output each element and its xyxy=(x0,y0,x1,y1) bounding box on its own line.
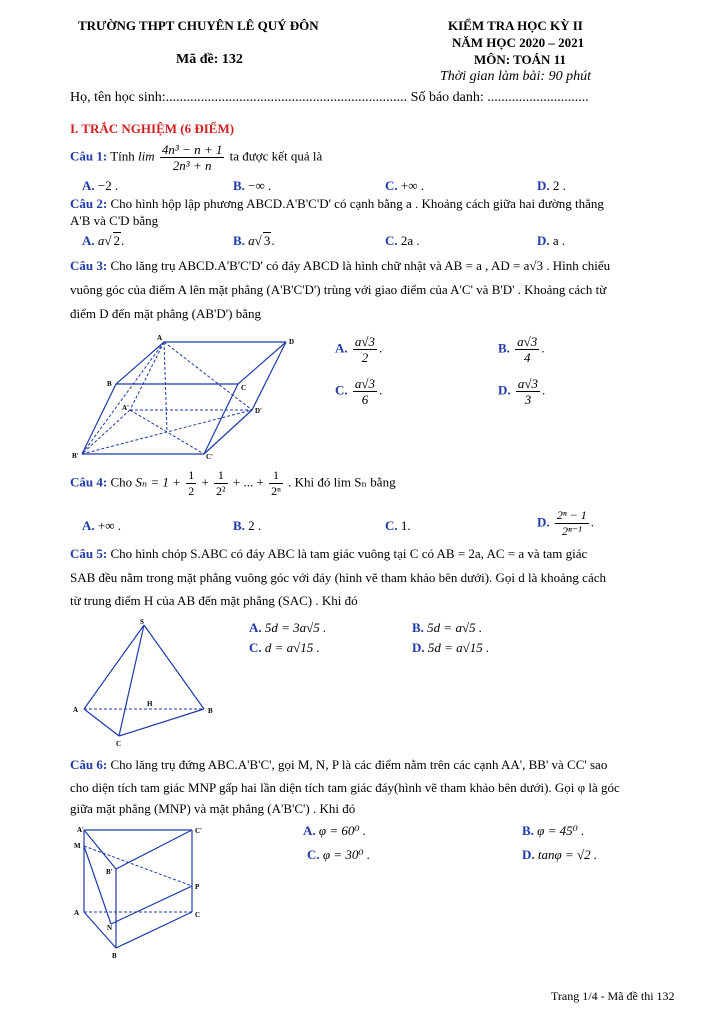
fig3-label-c1: C' xyxy=(206,453,213,461)
q1-lim: lim xyxy=(138,148,155,164)
question-6-line3: giữa mặt phẳng (MNP) và mặt phẳng (A'B'C') . Khi đó xyxy=(70,801,356,816)
fig5-label-b: B xyxy=(208,707,213,715)
exam-code: Mã đề: 132 xyxy=(176,52,243,67)
fig3-label-b: B xyxy=(107,380,112,388)
question-5: Câu 5: Cho hình chóp S.ABC có đáy ABC là tam giác vuông tại C có AB = 2a, AC = a và tam giác xyxy=(70,546,588,561)
question-5-line2: SAB đều nằm trong mặt phẳng vuông góc với đáy (hình vẽ tham khảo bên dưới). Gọi d là khoảng cách xyxy=(70,570,606,585)
q4-option-a[interactable]: A. +∞ . xyxy=(82,518,121,533)
q3-prism-figure xyxy=(70,332,300,462)
fig6-label-b1: B' xyxy=(106,868,113,876)
q6-option-a[interactable]: A. φ = 60⁰ . xyxy=(303,823,367,838)
question-6: Câu 6: Cho lăng trụ đứng ABC.A'B'C', gọi M, N, P là các điểm nằm trên các cạnh AA', BB' và CC' sao xyxy=(70,757,608,772)
fig5-label-h: H xyxy=(147,700,153,708)
question-3-line2: vuông góc của điểm A lên mặt phẳng (A'B'C'D') trùng với giao điểm của A'C' và B'D' . Khoảng cách từ xyxy=(70,282,607,297)
question-2: Câu 2: Cho hình hộp lập phương ABCD.A'B'C'D' có cạnh bằng a . Khoảng cách giữa hai đường thẳng xyxy=(70,196,604,211)
fig6-label-m: M xyxy=(74,842,81,850)
fig6-label-c: C xyxy=(195,911,201,919)
q6-prism-figure xyxy=(70,824,220,964)
q5-option-d[interactable]: D. 5d = a√15 . xyxy=(412,640,490,655)
fig5-label-c: C xyxy=(116,740,122,748)
q6-option-c[interactable]: C. φ = 30⁰ . xyxy=(307,847,371,862)
q2-option-b[interactable]: B. a√ 3. xyxy=(233,233,275,248)
fig3-label-b1: B' xyxy=(72,452,79,460)
question-4: Câu 4: Cho Sₙ = 1 + $\frac{1}{2}$ + $\frac{1}{\text{2²}}$ + ... + $\frac{1}{\text{2ⁿ}}$ . Khi đó lim Sₙ bằng xyxy=(70,468,396,498)
q3-option-d[interactable]: D. $\frac{a√3}{3}$ . xyxy=(498,376,546,407)
exam-title: KIỂM TRA HỌC KỲ II xyxy=(448,18,583,33)
school-year: NĂM HỌC 2020 – 2021 xyxy=(452,35,585,50)
q4-option-d[interactable]: D. $\frac{\text{2ⁿ − 1}}{\text{2ⁿ⁻¹}}$ . xyxy=(537,508,595,538)
section-title: I. TRẮC NGHIỆM (6 ĐIỂM) xyxy=(70,121,235,136)
q3-option-b[interactable]: B. $\frac{a√3}{4}$ . xyxy=(498,334,545,365)
q4-option-c[interactable]: C. 1. xyxy=(385,518,411,533)
q2-option-a[interactable]: A. a√ 2. xyxy=(82,233,125,248)
q6-option-d[interactable]: D. tanφ = √2 . xyxy=(522,847,598,862)
q2-option-c[interactable]: C. 2a . xyxy=(385,233,420,248)
question-6-line2: cho diện tích tam giác MNP gấp hai lần diện tích tam giác đáy(hình vẽ tham khảo bên dưới). Gọi φ là góc xyxy=(70,780,620,795)
q2-option-d[interactable]: D. a . xyxy=(537,233,566,248)
q1-fraction: $\frac{\text{4n³ − n + 1}}{\text{2n³ + n}}$ xyxy=(161,142,223,173)
question-5-line3: từ trung điểm H của AB đến mặt phẳng (SAC) . Khi đó xyxy=(70,593,358,608)
q3-option-a[interactable]: A. $\frac{a√3}{2}$ . xyxy=(335,334,383,365)
school-name: TRƯỜNG THPT CHUYÊN LÊ QUÝ ĐÔN xyxy=(78,18,319,33)
fig6-label-n: N xyxy=(107,924,113,932)
fig3-label-a1: A' xyxy=(122,404,129,412)
question-3-line3: điểm D đến mặt phẳng (AB'D') bằng xyxy=(70,306,261,321)
fig6-label-a1: A' xyxy=(77,826,84,834)
fig3-label-c: C xyxy=(241,384,247,392)
time-limit: Thời gian làm bài: 90 phút xyxy=(440,69,591,84)
q5-option-c[interactable]: C. d = a√15 . xyxy=(249,640,320,655)
q5-option-b[interactable]: B. 5d = a√5 . xyxy=(412,620,483,635)
fig3-label-d: D xyxy=(289,338,295,346)
fig3-label-a: A xyxy=(157,334,163,342)
q5-pyramid-figure xyxy=(70,615,230,750)
fig6-label-c1: C' xyxy=(195,827,202,835)
fig5-label-s: S xyxy=(140,618,144,626)
student-info-line: Họ, tên học sinh:..................................................................... Số báo danh: ............................. xyxy=(70,90,589,105)
q3-option-c[interactable]: C. $\frac{a√3}{6}$ . xyxy=(335,376,383,407)
question-1 xyxy=(70,142,322,173)
q1-option-b[interactable]: B. −∞ . xyxy=(233,178,272,193)
q5-option-a[interactable]: A. 5d = 3a√5 . xyxy=(249,620,327,635)
page-footer: Trang 1/4 - Mã đề thi 132 xyxy=(551,989,675,1003)
q1-label: Câu 1: xyxy=(70,148,108,164)
fig6-label-b: B xyxy=(112,952,117,960)
question-3: Câu 3: Cho lăng trụ ABCD.A'B'C'D' có đáy ABCD là hình chữ nhật và AB = a , AD = a√3 . Hình chiếu xyxy=(70,258,611,273)
question-2-line2: A'B và C'D bằng xyxy=(70,213,159,228)
fig3-label-d1: D' xyxy=(255,407,262,415)
fig6-label-p: P xyxy=(195,883,200,891)
q1-option-a[interactable]: A. −2 . xyxy=(82,178,119,193)
fig6-label-a: A xyxy=(74,909,80,917)
q1-post: ta được kết quả là xyxy=(229,148,323,164)
q1-option-c[interactable]: C. +∞ . xyxy=(385,178,424,193)
q4-option-b[interactable]: B. 2 . xyxy=(233,518,262,533)
q6-option-b[interactable]: B. φ = 45⁰ . xyxy=(522,823,585,838)
q1-option-d[interactable]: D. 2 . xyxy=(537,178,566,193)
subject: MÔN: TOÁN 11 xyxy=(474,52,566,67)
q1-pre: Tính xyxy=(110,148,135,164)
fig5-label-a: A xyxy=(73,706,79,714)
